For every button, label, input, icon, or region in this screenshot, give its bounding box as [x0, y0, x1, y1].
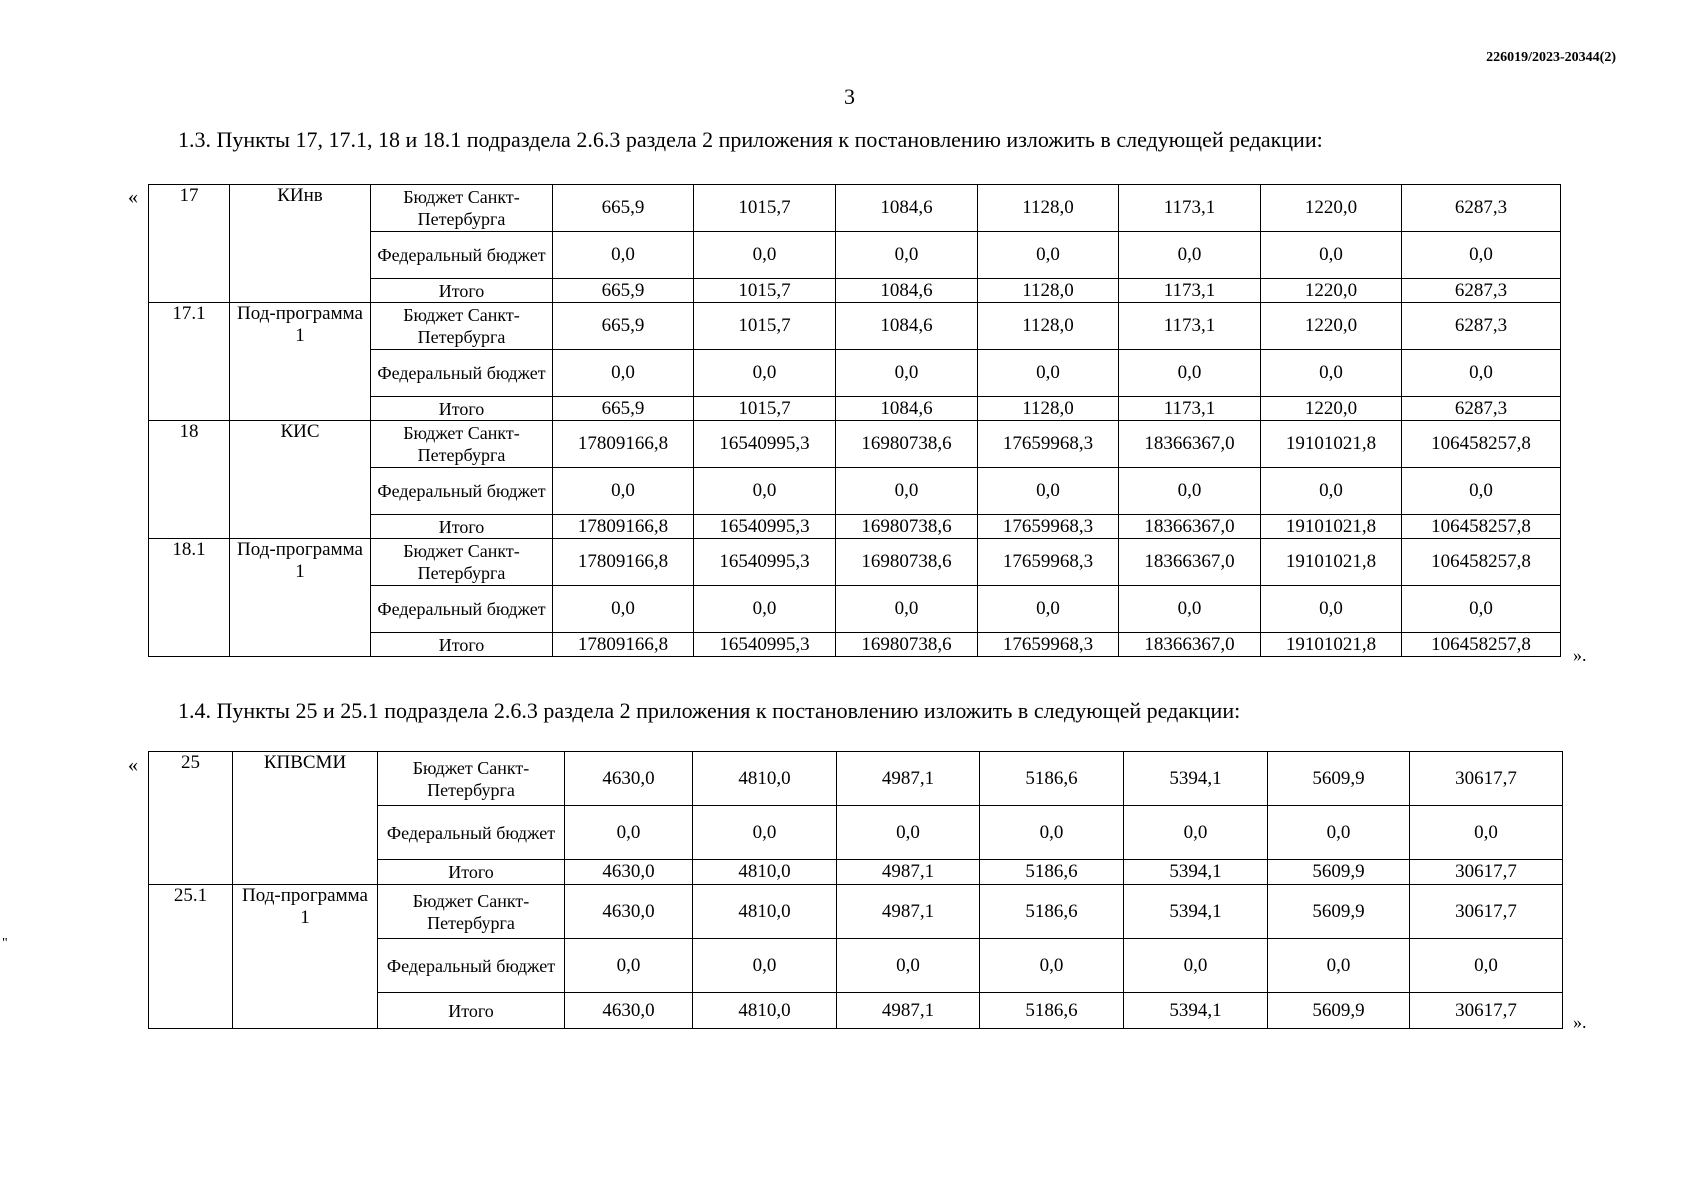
open-quote-2: « — [128, 754, 138, 776]
table-row — [149, 539, 1561, 586]
document-id: 226019/2023-20344(2) — [1486, 50, 1616, 65]
amount-cell: 5609,9 — [1268, 885, 1410, 939]
funding-source: Бюджет Санкт-Петербурга — [371, 185, 553, 232]
amount-cell: 17809166,8 — [553, 421, 694, 468]
amount-cell: 1128,0 — [978, 279, 1119, 303]
amount-cell: 1015,7 — [694, 185, 836, 232]
amount-cell: 0,0 — [1261, 232, 1402, 279]
amount-cell: 0,0 — [1119, 468, 1261, 515]
amount-cell: 0,0 — [978, 468, 1119, 515]
amount-cell: 16980738,6 — [836, 421, 978, 468]
amount-cell: 1084,6 — [836, 185, 978, 232]
amount-cell: 0,0 — [1410, 939, 1563, 993]
budget-table-2 — [148, 751, 1563, 1029]
amount-cell: 17659968,3 — [978, 633, 1119, 657]
amount-cell: 6287,3 — [1402, 185, 1561, 232]
amount-cell: 0,0 — [693, 806, 837, 860]
amount-cell: 6287,3 — [1402, 279, 1561, 303]
amount-cell: 17809166,8 — [553, 515, 694, 539]
item-number: 17.1 — [149, 303, 230, 421]
amount-cell: 16980738,6 — [836, 539, 978, 586]
amount-cell: 0,0 — [1268, 806, 1410, 860]
amount-cell: 5394,1 — [1124, 752, 1268, 806]
amount-cell: 19101021,8 — [1261, 421, 1402, 468]
amount-cell: 5609,9 — [1268, 752, 1410, 806]
amount-cell: 5186,6 — [980, 993, 1124, 1029]
amount-cell: 16980738,6 — [836, 633, 978, 657]
amount-cell: 30617,7 — [1410, 993, 1563, 1029]
item-name: КИнв — [230, 185, 371, 303]
item-name: КИС — [230, 421, 371, 539]
funding-source: Федеральный бюджет — [378, 939, 565, 993]
item-number: 25.1 — [149, 885, 233, 1029]
item-number: 17 — [149, 185, 230, 303]
amount-cell: 0,0 — [694, 232, 836, 279]
funding-source: Итого — [371, 633, 553, 657]
amount-cell: 5394,1 — [1124, 885, 1268, 939]
amount-cell: 1128,0 — [978, 185, 1119, 232]
funding-source: Бюджет Санкт-Петербурга — [371, 539, 553, 586]
amount-cell: 106458257,8 — [1402, 539, 1561, 586]
amount-cell: 0,0 — [694, 468, 836, 515]
amount-cell: 0,0 — [565, 939, 693, 993]
funding-source: Федеральный бюджет — [371, 468, 553, 515]
amount-cell: 0,0 — [836, 232, 978, 279]
funding-source: Федеральный бюджет — [371, 586, 553, 633]
amount-cell: 1128,0 — [978, 397, 1119, 421]
amount-cell: 1015,7 — [694, 279, 836, 303]
amount-cell: 19101021,8 — [1261, 515, 1402, 539]
amount-cell: 5186,6 — [980, 885, 1124, 939]
amount-cell: 6287,3 — [1402, 397, 1561, 421]
funding-source: Федеральный бюджет — [371, 350, 553, 397]
amount-cell: 0,0 — [694, 586, 836, 633]
amount-cell: 30617,7 — [1410, 860, 1563, 885]
amount-cell: 0,0 — [978, 586, 1119, 633]
funding-source: Итого — [371, 279, 553, 303]
amount-cell: 17809166,8 — [553, 633, 694, 657]
amount-cell: 1084,6 — [836, 303, 978, 350]
funding-source: Итого — [378, 860, 565, 885]
amount-cell: 18366367,0 — [1119, 633, 1261, 657]
amount-cell: 1173,1 — [1119, 397, 1261, 421]
amount-cell: 0,0 — [1410, 806, 1563, 860]
amount-cell: 106458257,8 — [1402, 515, 1561, 539]
amount-cell: 6287,3 — [1402, 303, 1561, 350]
amount-cell: 16540995,3 — [694, 539, 836, 586]
amount-cell: 4987,1 — [837, 993, 980, 1029]
amount-cell: 18366367,0 — [1119, 539, 1261, 586]
amount-cell: 0,0 — [980, 939, 1124, 993]
amount-cell: 16980738,6 — [836, 515, 978, 539]
amount-cell: 1220,0 — [1261, 185, 1402, 232]
amount-cell: 0,0 — [1124, 939, 1268, 993]
section-1-3-text: 1.3. Пункты 17, 17.1, 18 и 18.1 подраздела 2.6.3 раздела 2 приложения к постановлению изложить в следующей редакции: — [178, 127, 1323, 152]
item-name: КПВСМИ — [233, 752, 378, 885]
amount-cell: 4630,0 — [565, 752, 693, 806]
amount-cell: 0,0 — [1119, 232, 1261, 279]
amount-cell: 5609,9 — [1268, 860, 1410, 885]
amount-cell: 0,0 — [1261, 586, 1402, 633]
amount-cell: 0,0 — [836, 468, 978, 515]
amount-cell: 4630,0 — [565, 885, 693, 939]
amount-cell: 0,0 — [837, 939, 980, 993]
amount-cell: 0,0 — [694, 350, 836, 397]
amount-cell: 0,0 — [837, 806, 980, 860]
amount-cell: 0,0 — [1402, 586, 1561, 633]
amount-cell: 0,0 — [836, 586, 978, 633]
funding-source: Итого — [371, 515, 553, 539]
amount-cell: 5394,1 — [1124, 993, 1268, 1029]
amount-cell: 0,0 — [553, 350, 694, 397]
item-number: 18.1 — [149, 539, 230, 657]
item-name: Под-программа 1 — [230, 539, 371, 657]
amount-cell: 0,0 — [980, 806, 1124, 860]
item-name: Под-программа 1 — [233, 885, 378, 1029]
amount-cell: 18366367,0 — [1119, 421, 1261, 468]
amount-cell: 4810,0 — [693, 860, 837, 885]
amount-cell: 4987,1 — [837, 885, 980, 939]
amount-cell: 0,0 — [553, 586, 694, 633]
amount-cell: 106458257,8 — [1402, 633, 1561, 657]
table-row — [149, 185, 1561, 232]
funding-source: Итого — [371, 397, 553, 421]
amount-cell: 665,9 — [553, 279, 694, 303]
open-quote-1: « — [128, 186, 138, 208]
amount-cell: 4630,0 — [565, 993, 693, 1029]
item-name: Под-программа 1 — [230, 303, 371, 421]
amount-cell: 1173,1 — [1119, 185, 1261, 232]
margin-mark: " — [2, 936, 8, 951]
amount-cell: 19101021,8 — [1261, 633, 1402, 657]
amount-cell: 0,0 — [693, 939, 837, 993]
amount-cell: 17659968,3 — [978, 421, 1119, 468]
funding-source: Бюджет Санкт-Петербурга — [371, 303, 553, 350]
amount-cell: 1084,6 — [836, 397, 978, 421]
amount-cell: 1220,0 — [1261, 303, 1402, 350]
amount-cell: 1128,0 — [978, 303, 1119, 350]
amount-cell: 5394,1 — [1124, 860, 1268, 885]
amount-cell: 18366367,0 — [1119, 515, 1261, 539]
amount-cell: 0,0 — [565, 806, 693, 860]
amount-cell: 1173,1 — [1119, 303, 1261, 350]
item-number: 25 — [149, 752, 233, 885]
amount-cell: 4630,0 — [565, 860, 693, 885]
table-row — [149, 752, 1563, 806]
amount-cell: 0,0 — [1402, 468, 1561, 515]
item-number: 18 — [149, 421, 230, 539]
table-row — [149, 303, 1561, 350]
amount-cell: 1084,6 — [836, 279, 978, 303]
amount-cell: 665,9 — [553, 185, 694, 232]
funding-source: Бюджет Санкт-Петербурга — [371, 421, 553, 468]
amount-cell: 5609,9 — [1268, 993, 1410, 1029]
amount-cell: 0,0 — [1261, 468, 1402, 515]
amount-cell: 30617,7 — [1410, 752, 1563, 806]
amount-cell: 16540995,3 — [694, 421, 836, 468]
amount-cell: 4987,1 — [837, 752, 980, 806]
amount-cell: 0,0 — [978, 350, 1119, 397]
amount-cell: 106458257,8 — [1402, 421, 1561, 468]
amount-cell: 0,0 — [553, 232, 694, 279]
amount-cell: 17809166,8 — [553, 539, 694, 586]
amount-cell: 0,0 — [553, 468, 694, 515]
funding-source: Федеральный бюджет — [371, 232, 553, 279]
budget-table-1 — [148, 184, 1561, 657]
page-number: 3 — [844, 84, 855, 109]
amount-cell: 0,0 — [978, 232, 1119, 279]
amount-cell: 0,0 — [1261, 350, 1402, 397]
section-1-4-text: 1.4. Пункты 25 и 25.1 подраздела 2.6.3 раздела 2 приложения к постановлению изложить в следующей редакции: — [178, 698, 1241, 723]
amount-cell: 0,0 — [1402, 350, 1561, 397]
table-row — [149, 885, 1563, 939]
amount-cell: 4987,1 — [837, 860, 980, 885]
amount-cell: 1220,0 — [1261, 397, 1402, 421]
amount-cell: 4810,0 — [693, 993, 837, 1029]
funding-source: Бюджет Санкт-Петербурга — [378, 752, 565, 806]
amount-cell: 0,0 — [1402, 232, 1561, 279]
amount-cell: 5186,6 — [980, 752, 1124, 806]
amount-cell: 1173,1 — [1119, 279, 1261, 303]
amount-cell: 0,0 — [1119, 350, 1261, 397]
close-quote-1: ». — [1573, 645, 1587, 665]
amount-cell: 665,9 — [553, 303, 694, 350]
funding-source: Бюджет Санкт-Петербурга — [378, 885, 565, 939]
amount-cell: 5186,6 — [980, 860, 1124, 885]
amount-cell: 0,0 — [1268, 939, 1410, 993]
funding-source: Федеральный бюджет — [378, 806, 565, 860]
amount-cell: 30617,7 — [1410, 885, 1563, 939]
amount-cell: 1220,0 — [1261, 279, 1402, 303]
table-row — [149, 421, 1561, 468]
amount-cell: 1015,7 — [694, 303, 836, 350]
amount-cell: 0,0 — [1119, 586, 1261, 633]
amount-cell: 17659968,3 — [978, 515, 1119, 539]
amount-cell: 16540995,3 — [694, 633, 836, 657]
amount-cell: 4810,0 — [693, 885, 837, 939]
amount-cell: 0,0 — [836, 350, 978, 397]
funding-source: Итого — [378, 993, 565, 1029]
amount-cell: 1015,7 — [694, 397, 836, 421]
amount-cell: 665,9 — [553, 397, 694, 421]
amount-cell: 4810,0 — [693, 752, 837, 806]
amount-cell: 17659968,3 — [978, 539, 1119, 586]
close-quote-2: ». — [1573, 1012, 1587, 1032]
amount-cell: 19101021,8 — [1261, 539, 1402, 586]
amount-cell: 0,0 — [1124, 806, 1268, 860]
amount-cell: 16540995,3 — [694, 515, 836, 539]
